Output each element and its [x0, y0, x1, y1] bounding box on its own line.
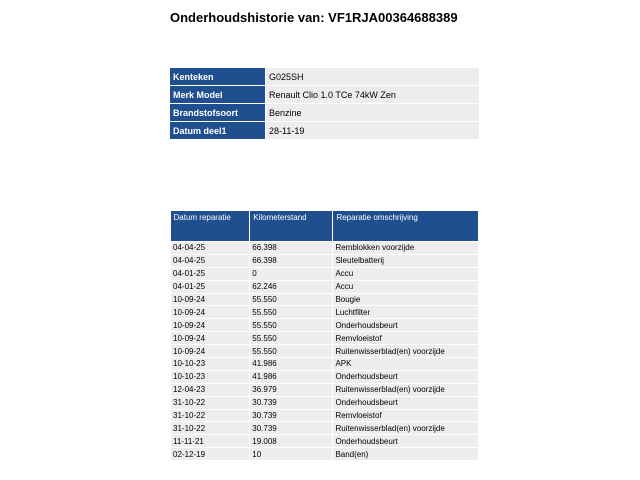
table-row [171, 242, 479, 255]
cell-date: 02-12-19 [171, 448, 250, 461]
cell-mileage: 0 [250, 267, 333, 280]
cell-date: 10-09-24 [171, 306, 250, 319]
vehicle-row-datum-deel1 [170, 122, 479, 140]
cell-date: 10-09-24 [171, 319, 250, 332]
vehicle-info-table [170, 68, 479, 140]
table-row [171, 306, 479, 319]
cell-date: 04-04-25 [171, 254, 250, 267]
vehicle-value: Benzine [266, 104, 480, 122]
column-header-mileage: Kilometerstand [250, 211, 333, 242]
cell-description: Accu [333, 280, 479, 293]
table-row [171, 319, 479, 332]
cell-description: Ruitenwisserblad(en) voorzijde [333, 345, 479, 358]
cell-mileage: 10 [250, 448, 333, 461]
cell-mileage: 36.979 [250, 383, 333, 396]
cell-date: 10-09-24 [171, 293, 250, 306]
cell-date: 12-04-23 [171, 383, 250, 396]
cell-date: 04-04-25 [171, 242, 250, 255]
cell-description: Onderhoudsbeurt [333, 435, 479, 448]
table-row [171, 267, 479, 280]
cell-description: Accu [333, 267, 479, 280]
cell-mileage: 19.008 [250, 435, 333, 448]
table-row [171, 254, 479, 267]
cell-description: Bougie [333, 293, 479, 306]
cell-date: 10-10-23 [171, 358, 250, 371]
cell-mileage: 55.550 [250, 293, 333, 306]
table-row [171, 448, 479, 461]
cell-mileage: 62.246 [250, 280, 333, 293]
cell-description: Ruitenwisserblad(en) voorzijde [333, 383, 479, 396]
vehicle-row-merk-model [170, 86, 479, 104]
table-row [171, 293, 479, 306]
cell-date: 31-10-22 [171, 422, 250, 435]
cell-date: 31-10-22 [171, 396, 250, 409]
table-row [171, 422, 479, 435]
cell-description: Onderhoudsbeurt [333, 370, 479, 383]
cell-date: 10-09-24 [171, 332, 250, 345]
vehicle-value: Renault Clio 1.0 TCe 74kW Zen [266, 86, 480, 104]
cell-date: 04-01-25 [171, 280, 250, 293]
table-row [171, 370, 479, 383]
cell-mileage: 30.739 [250, 409, 333, 422]
cell-mileage: 41.986 [250, 370, 333, 383]
cell-description: Luchtfilter [333, 306, 479, 319]
cell-description: Onderhoudsbeurt [333, 396, 479, 409]
cell-mileage: 41.986 [250, 358, 333, 371]
cell-date: 11-11-21 [171, 435, 250, 448]
cell-description: Remvloeistof [333, 332, 479, 345]
table-row [171, 358, 479, 371]
table-row [171, 383, 479, 396]
repair-history-body [171, 242, 479, 461]
cell-description: Onderhoudsbeurt [333, 319, 479, 332]
cell-mileage: 55.550 [250, 319, 333, 332]
vehicle-value: 28-11-19 [266, 122, 480, 140]
table-row [171, 345, 479, 358]
column-header-date: Datum reparatie [171, 211, 250, 242]
cell-mileage: 66.398 [250, 254, 333, 267]
cell-description: Remblokken voorzijde [333, 242, 479, 255]
vehicle-label: Brandstofsoort [170, 104, 266, 122]
table-row [171, 332, 479, 345]
table-row [171, 396, 479, 409]
vehicle-label: Merk Model [170, 86, 266, 104]
cell-mileage: 55.550 [250, 332, 333, 345]
cell-description: Remvloeistof [333, 409, 479, 422]
page-title: Onderhoudshistorie van: VF1RJA00364688389 [170, 10, 458, 25]
cell-mileage: 55.550 [250, 345, 333, 358]
cell-description: Ruitenwisserblad(en) voorzijde [333, 422, 479, 435]
repair-history-table [170, 211, 479, 461]
table-row [171, 280, 479, 293]
cell-description: Band(en) [333, 448, 479, 461]
vehicle-label: Datum deel1 [170, 122, 266, 140]
column-header-description: Reparatie omschrijving [333, 211, 479, 242]
cell-date: 10-10-23 [171, 370, 250, 383]
vehicle-row-kenteken [170, 68, 479, 86]
cell-date: 10-09-24 [171, 345, 250, 358]
vehicle-label: Kenteken [170, 68, 266, 86]
cell-date: 31-10-22 [171, 409, 250, 422]
vehicle-row-brandstofsoort [170, 104, 479, 122]
cell-mileage: 30.739 [250, 396, 333, 409]
table-header-row [171, 211, 479, 242]
table-row [171, 409, 479, 422]
vehicle-value: G025SH [266, 68, 480, 86]
cell-mileage: 30.739 [250, 422, 333, 435]
cell-description: Sleutelbatterij [333, 254, 479, 267]
cell-description: APK [333, 358, 479, 371]
cell-mileage: 55.550 [250, 306, 333, 319]
cell-mileage: 66.398 [250, 242, 333, 255]
cell-date: 04-01-25 [171, 267, 250, 280]
table-row [171, 435, 479, 448]
